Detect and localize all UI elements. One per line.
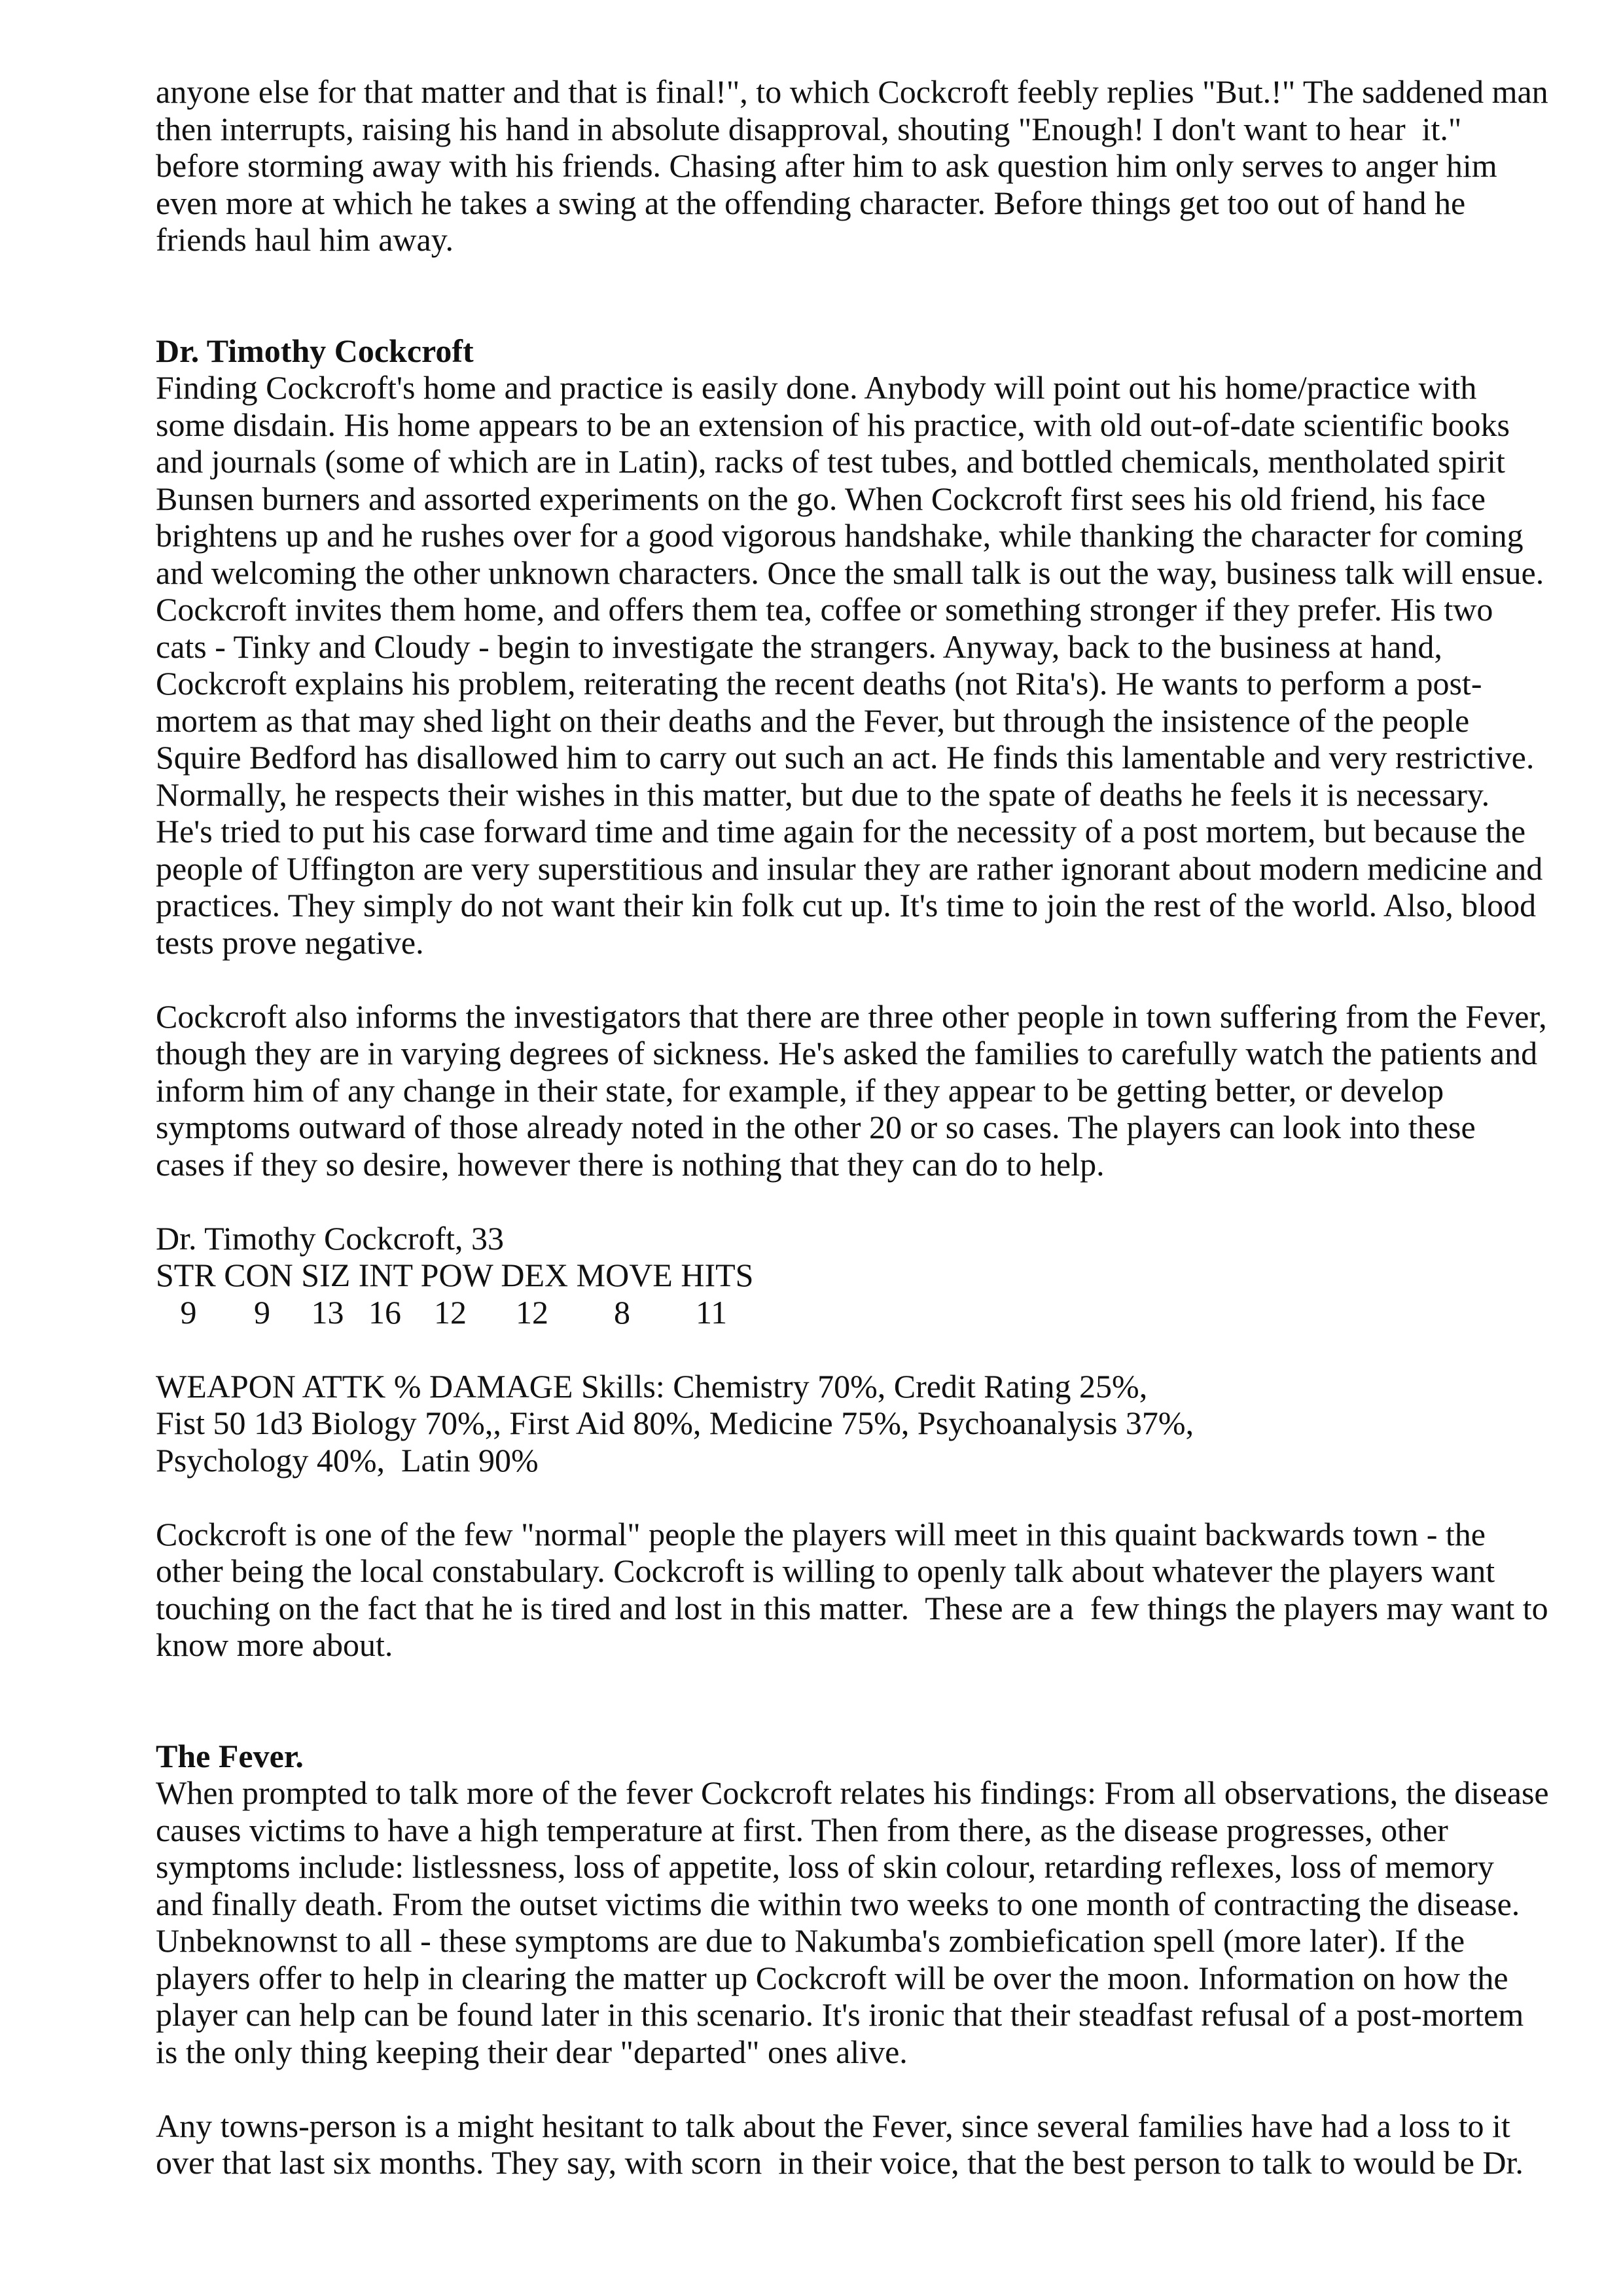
text-line: Bunsen burners and assorted experiments on the go. When Cockcroft first sees his old friend, his face <box>156 480 1486 517</box>
text-line: causes victims to have a high temperature at first. Then from there, as the disease progresses, other <box>156 1811 1448 1848</box>
text-line: before storming away with his friends. Chasing after him to ask question him only serves to anger him <box>156 147 1497 184</box>
text-line: Psychology 40%, Latin 90% <box>156 1441 539 1479</box>
text-line: Unbeknownst to all - these symptoms are due to Nakumba's zombiefication spell (more later). If the <box>156 1922 1465 1959</box>
text-line: WEAPON ATTK % DAMAGE Skills: Chemistry 70%, Credit Rating 25%, <box>156 1367 1148 1405</box>
text-line: though they are in varying degrees of sickness. He's asked the families to carefully watch the patients and <box>156 1035 1538 1071</box>
stat-name-line: Dr. Timothy Cockcroft, 33 <box>156 1219 504 1257</box>
text-line: Cockcroft also informs the investigators that there are three other people in town suffering from the Fever, <box>156 997 1547 1035</box>
text-line: cats - Tinky and Cloudy - begin to investigate the strangers. Anyway, back to the business at hand, <box>156 628 1442 665</box>
text-line: even more at which he takes a swing at the offending character. Before things get too out of hand he <box>156 184 1466 221</box>
text-line: other being the local constabulary. Cockcroft is willing to openly talk about whatever the players want <box>156 1552 1495 1589</box>
text-line: and welcoming the other unknown characters. Once the small talk is out the way, business talk will ensue. <box>156 554 1544 591</box>
text-line: Normally, he respects their wishes in this matter, but due to the spate of deaths he feels it is necessary. <box>156 776 1490 813</box>
text-line: then interrupts, raising his hand in absolute disapproval, shouting "Enough! I don't want to hear it." <box>156 110 1462 147</box>
document-page <box>156 73 1563 2181</box>
text-line: mortem as that may shed light on their deaths and the Fever, but through the insistence of the people <box>156 702 1470 739</box>
fever-paragraph-2 <box>156 2108 1563 2181</box>
text-line: anyone else for that matter and that is final!", to which Cockcroft feebly replies "But.!" The saddened man <box>156 73 1548 110</box>
text-line: people of Uffington are very superstitious and insular they are rather ignorant about modern medicine and <box>156 850 1543 887</box>
cockcroft-paragraph-1 <box>156 369 1563 961</box>
text-line: symptoms include: listlessness, loss of appetite, loss of skin colour, retarding reflexes, loss of memory <box>156 1848 1494 1885</box>
text-line: and journals (some of which are in Latin), racks of test tubes, and bottled chemicals, mentholated spirit <box>156 443 1505 480</box>
text-line: Cockcroft invites them home, and offers them tea, coffee or something stronger if they prefer. His two <box>156 591 1493 628</box>
text-line: players offer to help in clearing the matter up Cockcroft will be over the moon. Information on how the <box>156 1959 1508 1996</box>
section-heading-cockcroft: Dr. Timothy Cockcroft <box>156 332 474 369</box>
text-line: Finding Cockcroft's home and practice is easily done. Anybody will point out his home/practice with <box>156 369 1477 406</box>
text-line: Any towns-person is a might hesitant to talk about the Fever, since several families have had a loss to it <box>156 2107 1510 2144</box>
text-line: is the only thing keeping their dear "departed" ones alive. <box>156 2033 908 2070</box>
stat-values-line: 9 9 13 16 12 12 8 11 <box>156 1293 728 1331</box>
text-line: Cockcroft is one of the few "normal" people the players will meet in this quaint backwards town - the <box>156 1515 1486 1552</box>
cockcroft-paragraph-3 <box>156 1516 1563 1664</box>
stat-block <box>156 1220 1563 1331</box>
stat-header-line: STR CON SIZ INT POW DEX MOVE HITS <box>156 1257 754 1293</box>
section-heading-fever: The Fever. <box>156 1737 304 1774</box>
text-line: touching on the fact that he is tired and lost in this matter. These are a few things the players may want to <box>156 1589 1548 1626</box>
text-line: Cockcroft explains his problem, reiterating the recent deaths (not Rita's). He wants to perform a post- <box>156 665 1482 702</box>
fever-paragraph-1 <box>156 1774 1563 2070</box>
intro-paragraph <box>156 73 1563 259</box>
text-line: tests prove negative. <box>156 924 424 961</box>
text-line: Squire Bedford has disallowed him to carry out such an act. He finds this lamentable and very restrictive. <box>156 739 1535 776</box>
cockcroft-paragraph-2 <box>156 998 1563 1183</box>
text-line: friends haul him away. <box>156 221 454 258</box>
text-line: practices. They simply do not want their kin folk cut up. It's time to join the rest of the world. Also, blood <box>156 887 1537 924</box>
text-line: over that last six months. They say, with scorn in their voice, that the best person to talk to would be Dr. <box>156 2144 1524 2181</box>
text-line: brightens up and he rushes over for a good vigorous handshake, while thanking the character for coming <box>156 517 1524 554</box>
text-line: player can help can be found later in this scenario. It's ironic that their steadfast refusal of a post-mortem <box>156 1996 1524 2033</box>
text-line: cases if they so desire, however there is nothing that they can do to help. <box>156 1145 1105 1183</box>
text-line: He's tried to put his case forward time and time again for the necessity of a post mortem, but because the <box>156 813 1526 850</box>
text-line: inform him of any change in their state, for example, if they appear to be getting better, or develop <box>156 1071 1444 1109</box>
text-line: When prompted to talk more of the fever Cockcroft relates his findings: From all observations, the disease <box>156 1774 1549 1811</box>
text-line: symptoms outward of those already noted in the other 20 or so cases. The players can look into these <box>156 1109 1476 1145</box>
text-line: and finally death. From the outset victims die within two weeks to one month of contracting the disease. <box>156 1885 1520 1922</box>
text-line: know more about. <box>156 1626 393 1663</box>
weapon-skills-block <box>156 1368 1563 1479</box>
text-line: some disdain. His home appears to be an extension of his practice, with old out-of-date scientific books <box>156 406 1510 443</box>
text-line: Fist 50 1d3 Biology 70%,, First Aid 80%, Medicine 75%, Psychoanalysis 37%, <box>156 1405 1194 1441</box>
